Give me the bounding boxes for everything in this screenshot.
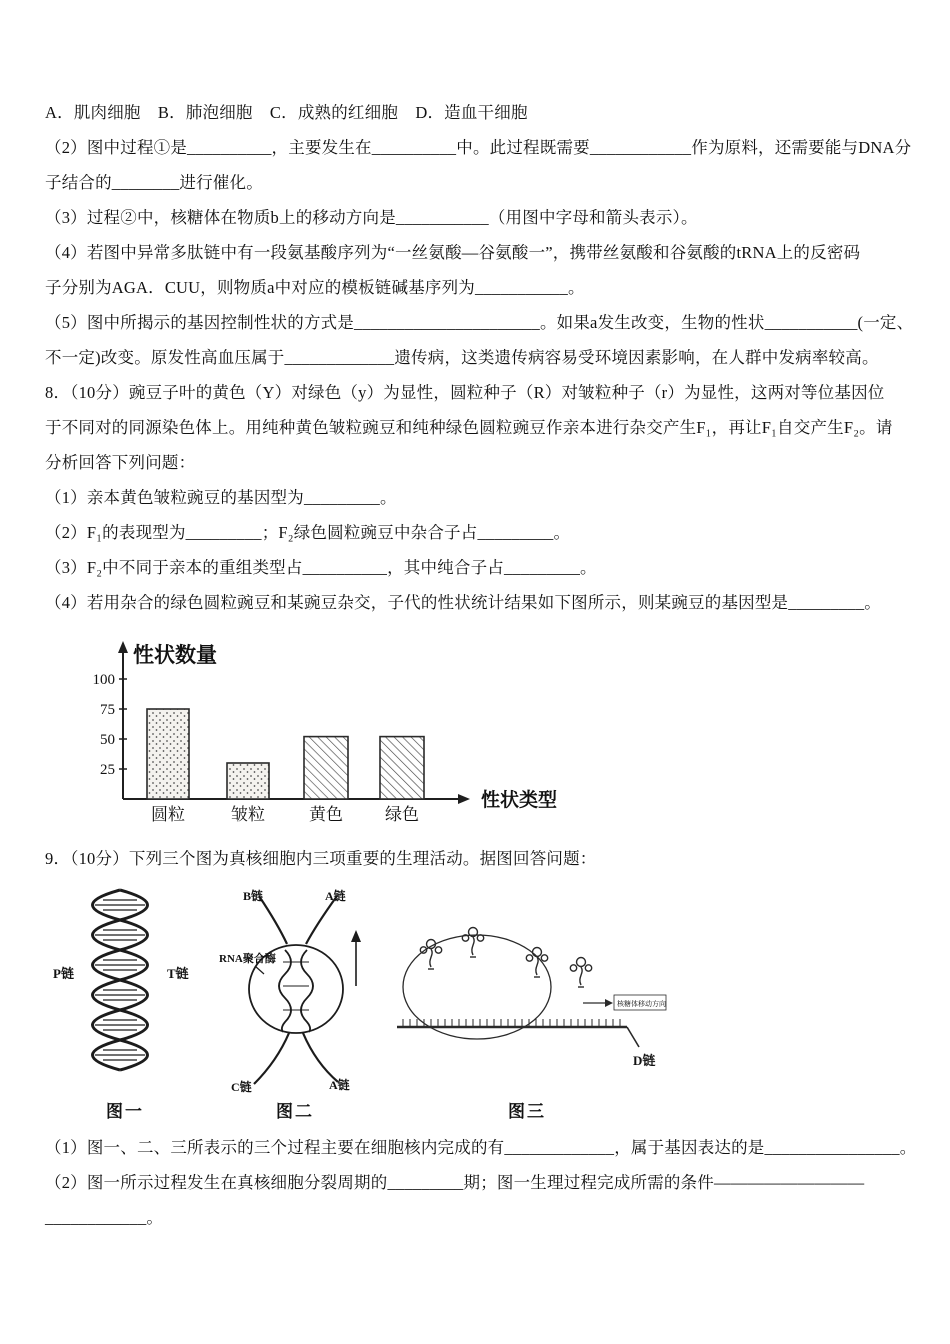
translation-figure bbox=[385, 915, 669, 1087]
ribosome-direction-label: 核糖体移动方向 bbox=[617, 1000, 666, 1008]
category-label: 绿色 bbox=[385, 805, 419, 824]
figure1-caption: 图一 bbox=[106, 1102, 144, 1121]
b-strand-label: B链 bbox=[243, 889, 264, 903]
dna-double-helix-figure bbox=[45, 886, 205, 1091]
text-line: （4）若图中异常多肽链中有一段氨基酸序列为“一丝氨酸—谷氨酸一”，携带丝氨酸和谷氨酸的tRNA上的反密码 bbox=[45, 243, 861, 262]
a-strand-top-label: A链 bbox=[325, 889, 346, 903]
text-line: 不一定)改变。原发性高血压属于_____________遗传病，这类遗传病容易受环境因素影响，在人群中发病率较高。 bbox=[45, 348, 879, 367]
text-line: 分析回答下列问题： bbox=[45, 453, 196, 472]
text-line: （1）图一、二、三所表示的三个过程主要在细胞核内完成的有_____________，属于基因表达的是________________。 bbox=[45, 1138, 917, 1157]
figure3-caption: 图三 bbox=[508, 1102, 546, 1121]
question7-section bbox=[45, 95, 914, 375]
text-line: （4）若用杂合的绿色圆粒豌豆和某豌豆杂交，子代的性状统计结果如下图所示，则某豌豆的基因型是_________。 bbox=[45, 593, 881, 612]
text-line: 子分别为AGA．CUU，则物质a中对应的模板链碱基序列为___________。 bbox=[45, 278, 585, 297]
text-line: （5）图中所揭示的基因控制性状的方式是______________________。如果a发生改变，生物的性状___________(一定、 bbox=[45, 313, 914, 332]
figure-2 bbox=[219, 886, 371, 1122]
ribosome-direction-arrow-icon bbox=[605, 999, 613, 1007]
y-tick-label: 50 bbox=[100, 732, 115, 748]
text-line: （2）F₁的表现型为_________；F₂绿色圆粒豌豆中杂合子占_________。 bbox=[45, 523, 571, 542]
a-strand-bottom-label: A链 bbox=[329, 1078, 350, 1092]
x-axis-title: 性状类型 bbox=[481, 790, 558, 811]
question8-stem: 8．（10分）豌豆子叶的黄色（Y）对绿色（y）为显性，圆粒种子（R）对皱粒种子（r）为显性，这两对等位基因位 bbox=[45, 383, 885, 402]
trait-bar-chart-wrap bbox=[53, 634, 910, 837]
figure2-caption: 图二 bbox=[276, 1102, 314, 1121]
options-line: A．肌肉细胞 B．肺泡细胞 C．成熟的红细胞 D．造血干细胞 bbox=[45, 103, 528, 122]
text-line: 于不同对的同源染色体上。用纯种黄色皱粒豌豆和纯种绿色圆粒豌豆作亲本进行杂交产生F₁，再让F₁自交产生F₂。请 bbox=[45, 418, 893, 437]
y-axis-title: 性状数量 bbox=[133, 643, 217, 667]
x-axis-arrow-icon bbox=[458, 794, 470, 804]
chart-bar-wrinkled bbox=[227, 763, 269, 799]
question8-section bbox=[45, 375, 910, 620]
p-strand-label: P链 bbox=[53, 966, 74, 981]
trna-glyph bbox=[420, 940, 441, 970]
text-line: （1）亲本黄色皱粒豌豆的基因型为_________。 bbox=[45, 488, 397, 507]
chart-bar-yellow bbox=[304, 737, 348, 799]
trait-bar-chart bbox=[53, 634, 593, 832]
y-tick-label: 25 bbox=[100, 762, 115, 778]
trna-glyph bbox=[570, 958, 591, 988]
chart-bar-round bbox=[147, 709, 189, 799]
chart-bar-green bbox=[380, 737, 424, 799]
c-strand-label: C链 bbox=[231, 1080, 252, 1093]
y-axis-arrow-icon bbox=[118, 641, 128, 653]
question9-stem: 9．（10分）下列三个图为真核细胞内三项重要的生理活动。据图回答问题： bbox=[45, 849, 597, 868]
text-line: （3）F₂中不同于亲本的重组类型占__________，其中纯合子占_________。 bbox=[45, 558, 597, 577]
category-label: 皱粒 bbox=[231, 805, 265, 824]
rna-polymerase-label: RNA聚合酶 bbox=[219, 953, 276, 965]
text-line: （2）图中过程①是__________，主要发生在__________中。此过程既需要____________作为原料，还需要能与DNA分 bbox=[45, 138, 912, 157]
up-arrow-icon bbox=[351, 930, 361, 942]
question9-subquestions bbox=[45, 1130, 917, 1235]
y-tick-label: 75 bbox=[100, 702, 115, 718]
figure-3 bbox=[385, 886, 669, 1122]
d-strand-label: D链 bbox=[633, 1053, 656, 1068]
trna-glyph bbox=[462, 928, 483, 958]
text-line: （2）图一所示过程发生在真核细胞分裂周期的_________期；图一生理过程完成所需的条件————————— bbox=[45, 1173, 865, 1192]
figure-1 bbox=[45, 886, 205, 1122]
text-line: ____________。 bbox=[45, 1208, 164, 1227]
category-label: 黄色 bbox=[309, 805, 343, 824]
y-tick-label: 100 bbox=[92, 672, 115, 688]
t-strand-label: T链 bbox=[167, 966, 189, 981]
category-label: 圆粒 bbox=[151, 805, 185, 824]
text-line: 子结合的________进行催化。 bbox=[45, 173, 263, 192]
transcription-figure bbox=[219, 886, 371, 1093]
biology-figures-row bbox=[45, 886, 910, 1122]
text-line: （3）过程②中，核糖体在物质b上的移动方向是___________（用图中字母和箭头表示）。 bbox=[45, 208, 698, 227]
trna-glyph bbox=[526, 948, 547, 978]
